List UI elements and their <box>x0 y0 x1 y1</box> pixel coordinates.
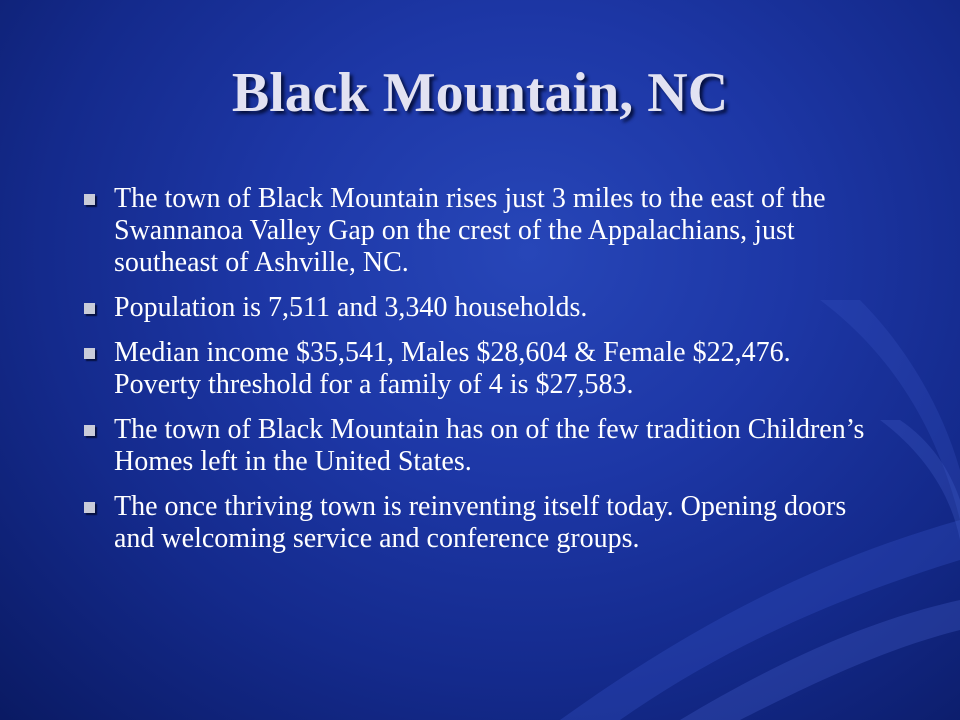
bullet-text: The once thriving town is reinventing itself today. Opening doors and welcoming service and conference groups. <box>114 491 847 554</box>
bullet-item <box>84 491 884 555</box>
square-bullet-icon <box>84 502 95 513</box>
bullet-text: Population is 7,511 and 3,340 households. <box>114 292 588 323</box>
bullet-item <box>84 292 884 324</box>
square-bullet-icon <box>84 425 95 436</box>
bullet-item <box>84 183 884 279</box>
bullet-text: The town of Black Mountain has on of the few tradition Children’s Homes left in the United States. <box>114 414 865 477</box>
bullet-list <box>84 183 884 568</box>
square-bullet-icon <box>84 194 95 205</box>
bullet-item <box>84 337 884 401</box>
square-bullet-icon <box>84 303 95 314</box>
slide-title: Black Mountain, NC <box>231 62 729 124</box>
square-bullet-icon <box>84 348 95 359</box>
bullet-text: The town of Black Mountain rises just 3 miles to the east of the Swannanoa Valley Gap on the crest of the Appalachians, just southeast of Ashville, NC. <box>114 183 826 278</box>
bullet-item <box>84 414 884 478</box>
bullet-text: Median income $35,541, Males $28,604 & Female $22,476. Poverty threshold for a family of 4 is $27,583. <box>114 337 791 400</box>
